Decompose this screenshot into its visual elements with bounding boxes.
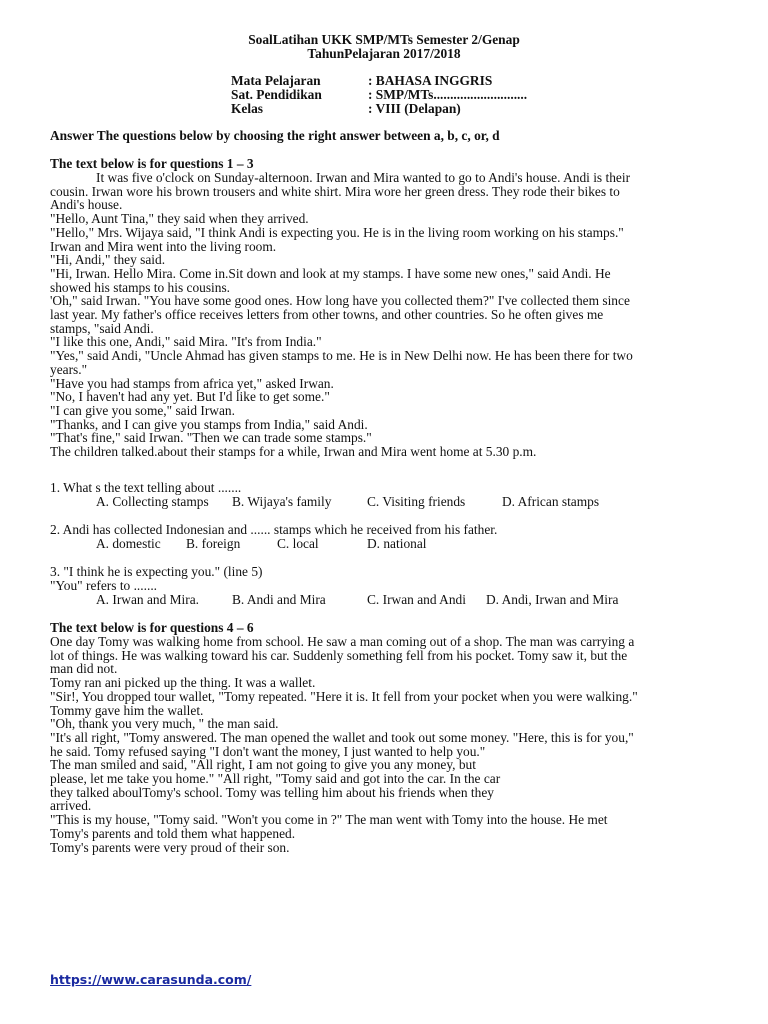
section2-heading: The text below is for questions 4 – 6 — [50, 620, 254, 635]
text-line: It was five o'clock on Sunday-alternoon. Irwan and Mira wanted to go to Andi's house. Andi is their — [96, 170, 631, 185]
question-1: 1. What s the text telling about ....... — [50, 480, 242, 495]
option-c: C. Visiting friends — [367, 494, 466, 509]
question-2: 2. Andi has collected Indonesian and ...... stamps which he received from his father. — [50, 522, 498, 537]
option-a: A. domestic — [96, 536, 161, 551]
text-line: The children talked.about their stamps for a while, Irwan and Mira went home at 5.30 p.m. — [50, 444, 537, 460]
option-d: D. national — [367, 536, 427, 551]
info-value: : VIII (Delapan) — [368, 101, 461, 116]
text-line: "Have you had stamps from africa yet," asked Irwan. — [50, 375, 334, 391]
text-line: The man smiled and said, "All right, I am not going to give you any money, but — [50, 757, 476, 773]
text-line: "It's all right, "Tomy answered. The man opened the wallet and took out some money. "Here, this is for you," — [50, 729, 634, 745]
text-line: "This is my house, "Tomy said. "Won't you come in ?" The man went with Tomy into the house. He met — [50, 812, 608, 828]
option-b: B. Andi and Mira — [232, 592, 326, 607]
text-line: "Oh, thank you very much, " the man said. — [50, 716, 279, 732]
text-line: Tomy's parents and told them what happened. — [50, 825, 296, 841]
section1-text — [50, 171, 720, 459]
text-line: Tomy's parents were very proud of their son. — [50, 839, 290, 855]
text-line: "That's fine," said Irwan. "Then we can trade some stamps." — [50, 430, 372, 446]
text-line: "Hi, Andi," they said. — [50, 252, 166, 268]
text-line: please, let me take you home." "All right, "Tomy said and got into the car. In the car — [50, 771, 501, 787]
text-line: One day Tomy was walking home from school. He saw a man coming out of a shop. The man was carrying a — [50, 634, 635, 649]
option-b: B. Wijaya's family — [232, 494, 332, 509]
text-line: "Hello," Mrs. Wijaya said, "I think Andi is expecting you. He is in the living room working on his stamps." — [50, 224, 624, 240]
text-line: Irwan and Mira went into the living room. — [50, 238, 277, 254]
text-line: last year. My father's office receives letters from other towns, and other countries. So he often gives me — [50, 307, 604, 323]
text-line: Andi's house. — [50, 197, 123, 213]
text-line: "Sir!, You dropped tour wallet, "Tomy repeated. "Here it is. It fell from your pocket when you were walking." — [50, 688, 638, 704]
text-line: showed his stamps to his cousins. — [50, 279, 231, 295]
option-b: B. foreign — [186, 536, 241, 551]
text-line: arrived. — [50, 798, 92, 814]
document-title: SoalLatihan UKK SMP/MTs Semester 2/Genap — [248, 32, 520, 47]
text-line: "Thanks, and I can give you stamps from India," said Andi. — [50, 416, 368, 432]
question-3: 3. "I think he is expecting you." (line 5) — [50, 564, 263, 579]
academic-year: TahunPelajaran 2017/2018 — [307, 46, 461, 61]
text-line: man did not. — [50, 661, 118, 677]
text-line: lot of things. He was walking toward his car. Suddenly something fell from his pocket. Tomy saw it, but the — [50, 647, 628, 663]
question-3-prompt: "You" refers to ....... — [50, 578, 158, 593]
section1-heading: The text below is for questions 1 – 3 — [50, 156, 254, 171]
section2-text — [50, 635, 720, 854]
option-a: A. Irwan and Mira. — [96, 592, 199, 607]
option-d: D. Andi, Irwan and Mira — [486, 592, 619, 607]
info-key: Kelas — [231, 101, 263, 116]
source-link[interactable]: https://www.carasunda.com/ — [50, 972, 252, 987]
text-line: 'Oh," said Irwan. "You have some good ones. How long have you collected them?" I've collected them since — [50, 293, 630, 309]
instruction: Answer The questions below by choosing the right answer between a, b, c, or, d — [50, 128, 500, 143]
option-a: A. Collecting stamps — [96, 494, 209, 509]
text-line: stamps, "said Andi. — [50, 320, 154, 336]
text-line: they talked aboulTomy's school. Tomy was telling him about his friends when they — [50, 784, 494, 800]
text-line: years." — [50, 361, 88, 377]
info-value: : SMP/MTs............................ — [368, 87, 528, 102]
text-line: "Yes," said Andi, "Uncle Ahmad has given stamps to me. He is in New Delhi now. He has been there for two — [50, 348, 633, 364]
text-line: Tomy ran ani picked up the thing. It was a wallet. — [50, 675, 316, 691]
text-line: "I can give you some," said Irwan. — [50, 402, 235, 418]
text-line: "Hello, Aunt Tina," they said when they arrived. — [50, 211, 309, 227]
info-key: Mata Pelajaran — [231, 73, 321, 88]
option-d: D. African stamps — [502, 494, 600, 509]
text-line: Tommy gave him the wallet. — [50, 702, 204, 718]
text-line: he said. Tomy refused saying "I don't want the money, I just wanted to help you." — [50, 743, 486, 759]
text-line: cousin. Irwan wore his brown trousers and white shirt. Mira wore her green dress. They rode their bikes to — [50, 183, 620, 199]
info-value: : BAHASA INGGRIS — [368, 73, 493, 88]
text-line: "No, I haven't had any yet. But I'd like to get some." — [50, 389, 330, 405]
text-line: "Hi, Irwan. Hello Mira. Come in.Sit down and look at my stamps. I have some new ones," said Andi. He — [50, 265, 611, 281]
info-key: Sat. Pendidikan — [231, 87, 322, 102]
text-line: "I like this one, Andi," said Mira. "It's from India." — [50, 334, 322, 350]
option-c: C. local — [277, 536, 319, 551]
option-c: C. Irwan and Andi — [367, 592, 466, 607]
